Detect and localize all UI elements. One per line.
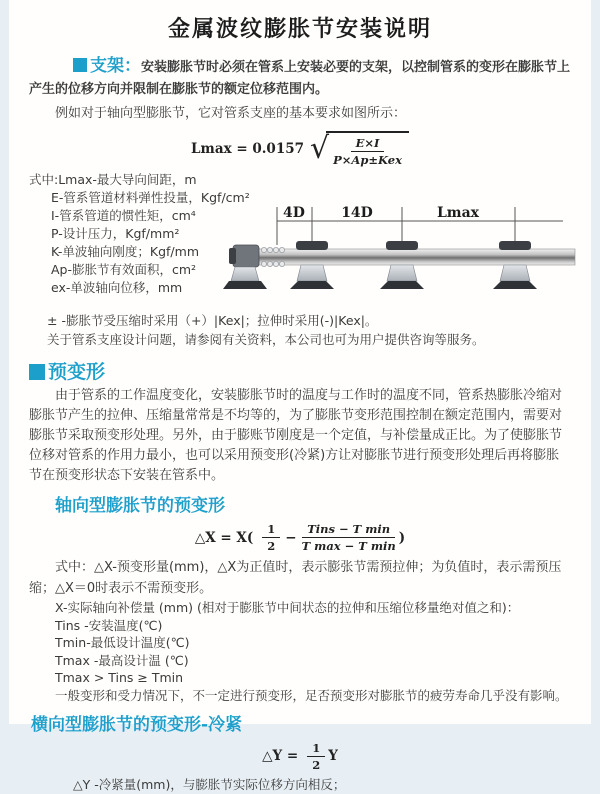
var-x-line: X-实际轴向补偿量 (mm) (相对于膨胀节中间状态的拉伸和压缩位移量绝对值之和)： <box>55 600 520 615</box>
axial-predeform-formula <box>29 522 571 553</box>
predeform-heading-text: 预变形 <box>48 361 106 383</box>
axial-formula-half-num: 1 <box>262 522 280 538</box>
minus-operator: − <box>285 529 297 546</box>
def-ex: ex-单波轴向位移，mm <box>51 280 183 295</box>
axial-variable-list <box>29 599 571 687</box>
lateral-formula-rhs: Y <box>328 748 338 764</box>
predeform-note-line: 一般变形和受力情况下，不一定进行预变形，足否预变形对膨胀节的疲劳寿命几乎没有影响。 <box>55 687 568 703</box>
axial-formula-lhs: △X = X( <box>194 529 254 546</box>
page-title: 金属波纹膨胀节安装说明 <box>167 17 432 42</box>
var-tins-line: Tins -安装温度(℃) <box>55 617 163 633</box>
cold-tightening-line: △Y -冷紧量(mm)，与膨胀节实际位移方向相反； <box>73 776 346 792</box>
axial-formula-rhs: ) <box>398 529 406 546</box>
axial-subheading: 轴向型膨胀节的预变形 <box>55 496 225 516</box>
temp-inequality-line: Tmax > Tins ≥ Tmin <box>55 670 184 685</box>
section-marker-icon <box>29 364 45 380</box>
dimension-ticks <box>277 207 563 245</box>
predeform-paragraph: 由于管系的工作温度变化，安装膨胀节时的温度与工作时的温度不同，管系热膨胀冷缩对膨胀节产生的拉伸、压缩量常常是不均等的，为了膨胀节变形范围控制在额定范围内，需要对膨胀节采取预变形处理。另外，由于膨账节刚度是一个定值，与补偿量成正比。为了使膨胀节位移对管系的作用力最小，也可以采用预变形(冷紧)方让对膨胀节进行预变形处理后再将膨胀节在预变形状态下安装在管系中。 <box>29 388 563 483</box>
document-page <box>9 0 591 792</box>
axial-formula-explanation: 式中：△X-预变形量(mm)，△X为正值时，表示膨张节需预拉伸；为负值时，表示需预压缩；△X＝0时表示不需预变形。 <box>29 560 562 596</box>
def-lmax: 式中:Lmax-最大导向间距，m <box>29 172 197 187</box>
var-tmax-line: Tmax -最高设计温 (℃) <box>55 652 189 668</box>
support-intro-text: 安装膨胀节时必须在管系上安装必要的支架，以控制管系的变形在膨胀节上产生的位移方向并限制在膨胀节的额定位移范围内。 <box>29 60 571 97</box>
axial-formula-temp-num: Tins − T min <box>302 522 395 538</box>
def-ap: Ap-膨胀节有效面积，cm² <box>51 262 197 277</box>
pipe <box>235 249 575 265</box>
def-i: I-管系管道的惯性矩，cm⁴ <box>51 208 196 223</box>
lateral-formula-num: 1 <box>307 741 325 757</box>
lateral-formula-lhs: △Y = <box>262 748 299 764</box>
dim-label-lmax: Lmax <box>436 205 480 221</box>
lmax-formula-numerator: E×I <box>351 136 385 152</box>
def-p: P-设计压力，Kgf/mm² <box>51 226 180 241</box>
lateral-subheading: 横向型膨胀节的预变形-冷紧 <box>31 714 243 735</box>
definitions-and-diagram <box>29 171 571 311</box>
predeform-section-heading <box>29 357 571 384</box>
var-tmin-line: Tmin-最低设计温度(℃) <box>55 635 190 650</box>
consulting-line: 关于管系支座设计问题，请参阅有关资料，本公司也可为用户提供咨询等服务。 <box>47 332 485 347</box>
lmax-formula <box>29 131 571 167</box>
section-marker-icon <box>73 58 87 72</box>
lmax-formula-lhs: Lmax = 0.0157 <box>191 141 304 157</box>
dim-label-14d: 14D <box>341 205 373 221</box>
def-e: E-管系管道材料弹性投量，Kgf/cm² <box>51 190 250 205</box>
support-section-intro <box>29 55 571 101</box>
dim-label-4d: 4D <box>283 205 305 221</box>
pipe-support-diagram <box>227 201 579 301</box>
lateral-predeform-formula <box>29 741 571 772</box>
plus-minus-rule-line: ± -膨胀节受压缩时采用（+）|Kex|；拉伸时采用(-)|Kex|。 <box>47 313 378 328</box>
lmax-formula-radicand <box>326 131 409 167</box>
axial-formula-half-den: 2 <box>267 539 276 553</box>
support-example-line: 例如对于轴向型膨胀节，它对管系支座的基本要求如图所示： <box>55 106 407 121</box>
axial-formula-temp-den: T max − T min <box>301 539 396 553</box>
lateral-formula-den: 2 <box>312 757 321 772</box>
lmax-formula-denominator: P×Ap±Kex <box>333 153 402 167</box>
sqrt-symbol: √ <box>310 131 330 166</box>
support-section-label: 支架： <box>90 56 141 76</box>
def-k: K-单波轴向刚度；Kgf/mm <box>51 244 199 259</box>
